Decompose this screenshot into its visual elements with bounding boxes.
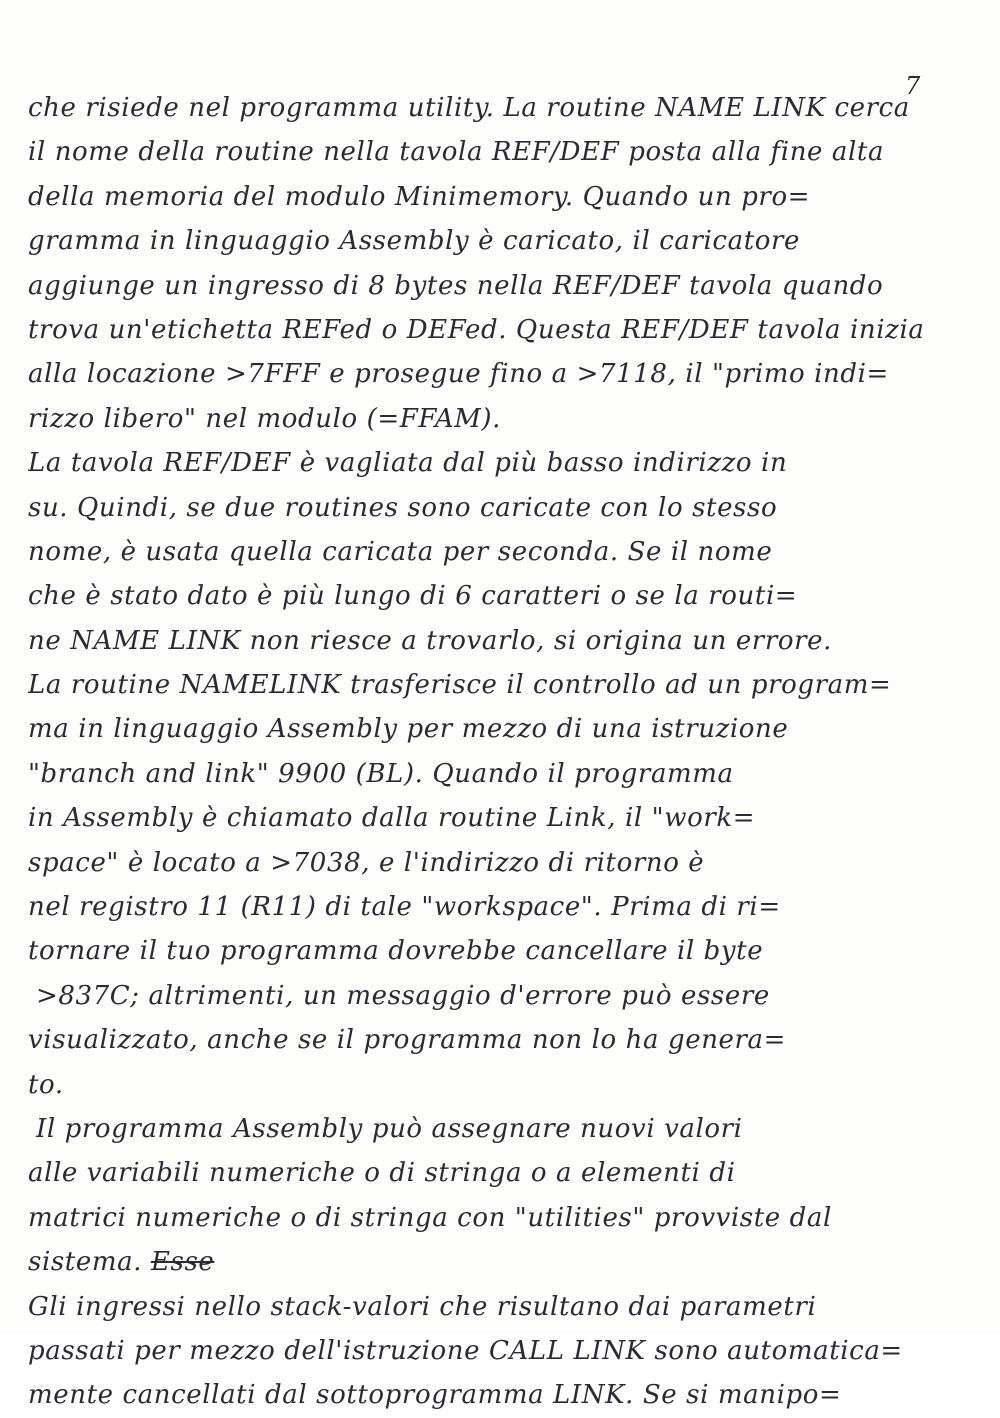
text-line: sistema. xyxy=(28,1247,143,1278)
text-line-with-strikethrough xyxy=(28,1240,978,1284)
handwritten-text-block xyxy=(28,86,978,1418)
text-line: nome, è usata quella caricata per seconda. Se il nome xyxy=(28,536,773,567)
text-line: >837C; altrimenti, un messaggio d'errore può essere xyxy=(36,980,770,1011)
text-line: Il programma Assembly può assegnare nuovi valori xyxy=(36,1113,743,1144)
text-line: che risiede nel programma utility. La routine NAME LINK cerca xyxy=(28,93,910,123)
text-line: della memoria del modulo Minimemory. Quando un pro= xyxy=(28,181,811,212)
text-line: aggiunge un ingresso di 8 bytes nella REF/DEF tavola quando xyxy=(28,270,884,301)
text-line: rizzo libero" nel modulo (=FFAM). xyxy=(28,403,502,434)
text-line: che è stato dato è più lungo di 6 caratteri o se la routi= xyxy=(28,581,798,612)
text-line: matrici numeriche o di stringa con "utilities" provviste dal xyxy=(28,1202,832,1233)
text-line: La tavola REF/DEF è vagliata dal più basso indirizzo in xyxy=(28,448,788,479)
text-line: nel registro 11 (R11) di tale "workspace". Prima di ri= xyxy=(28,892,781,923)
text-line: su. Quindi, se due routines sono caricate con lo stesso xyxy=(28,492,778,523)
text-line: ne NAME LINK non riesce a trovarlo, si origina un errore. xyxy=(28,625,832,656)
text-line: La routine NAMELINK trasferisce il controllo ad un program= xyxy=(28,670,892,701)
text-line: visualizzato, anche se il programma non lo ha genera= xyxy=(28,1025,787,1056)
text-line: alle variabili numeriche o di stringa o a elementi di xyxy=(28,1158,736,1189)
text-line: alla locazione >7FFF e prosegue fino a >7118, il "primo indi= xyxy=(28,359,889,390)
text-line: to. xyxy=(28,1069,64,1100)
text-line: ma in linguaggio Assembly per mezzo di una istruzione xyxy=(28,714,789,745)
text-line: gramma in linguaggio Assembly è caricato, il caricatore xyxy=(28,226,801,257)
page-number: 7 xyxy=(905,72,921,100)
text-line: il nome della routine nella tavola REF/DEF posta alla fine alta xyxy=(28,137,885,168)
text-line: mente cancellati dal sottoprogramma LINK. Se si manipo= xyxy=(28,1380,842,1411)
struck-word: Esse xyxy=(150,1247,215,1278)
text-line: trova un'etichetta REFed o DEFed. Questa REF/DEF tavola inizia xyxy=(28,314,925,345)
text-line: in Assembly è chiamato dalla routine Link, il "work= xyxy=(28,803,756,834)
text-line: tornare il tuo programma dovrebbe cancellare il byte xyxy=(28,936,764,967)
text-line: Gli ingressi nello stack-valori che risultano dai parametri xyxy=(28,1291,817,1322)
text-line: space" è locato a >7038, e l'indirizzo di ritorno è xyxy=(28,847,705,878)
text-line: passati per mezzo dell'istruzione CALL LINK sono automatica= xyxy=(28,1335,903,1366)
text-line: "branch and link" 9900 (BL). Quando il programma xyxy=(28,758,734,789)
